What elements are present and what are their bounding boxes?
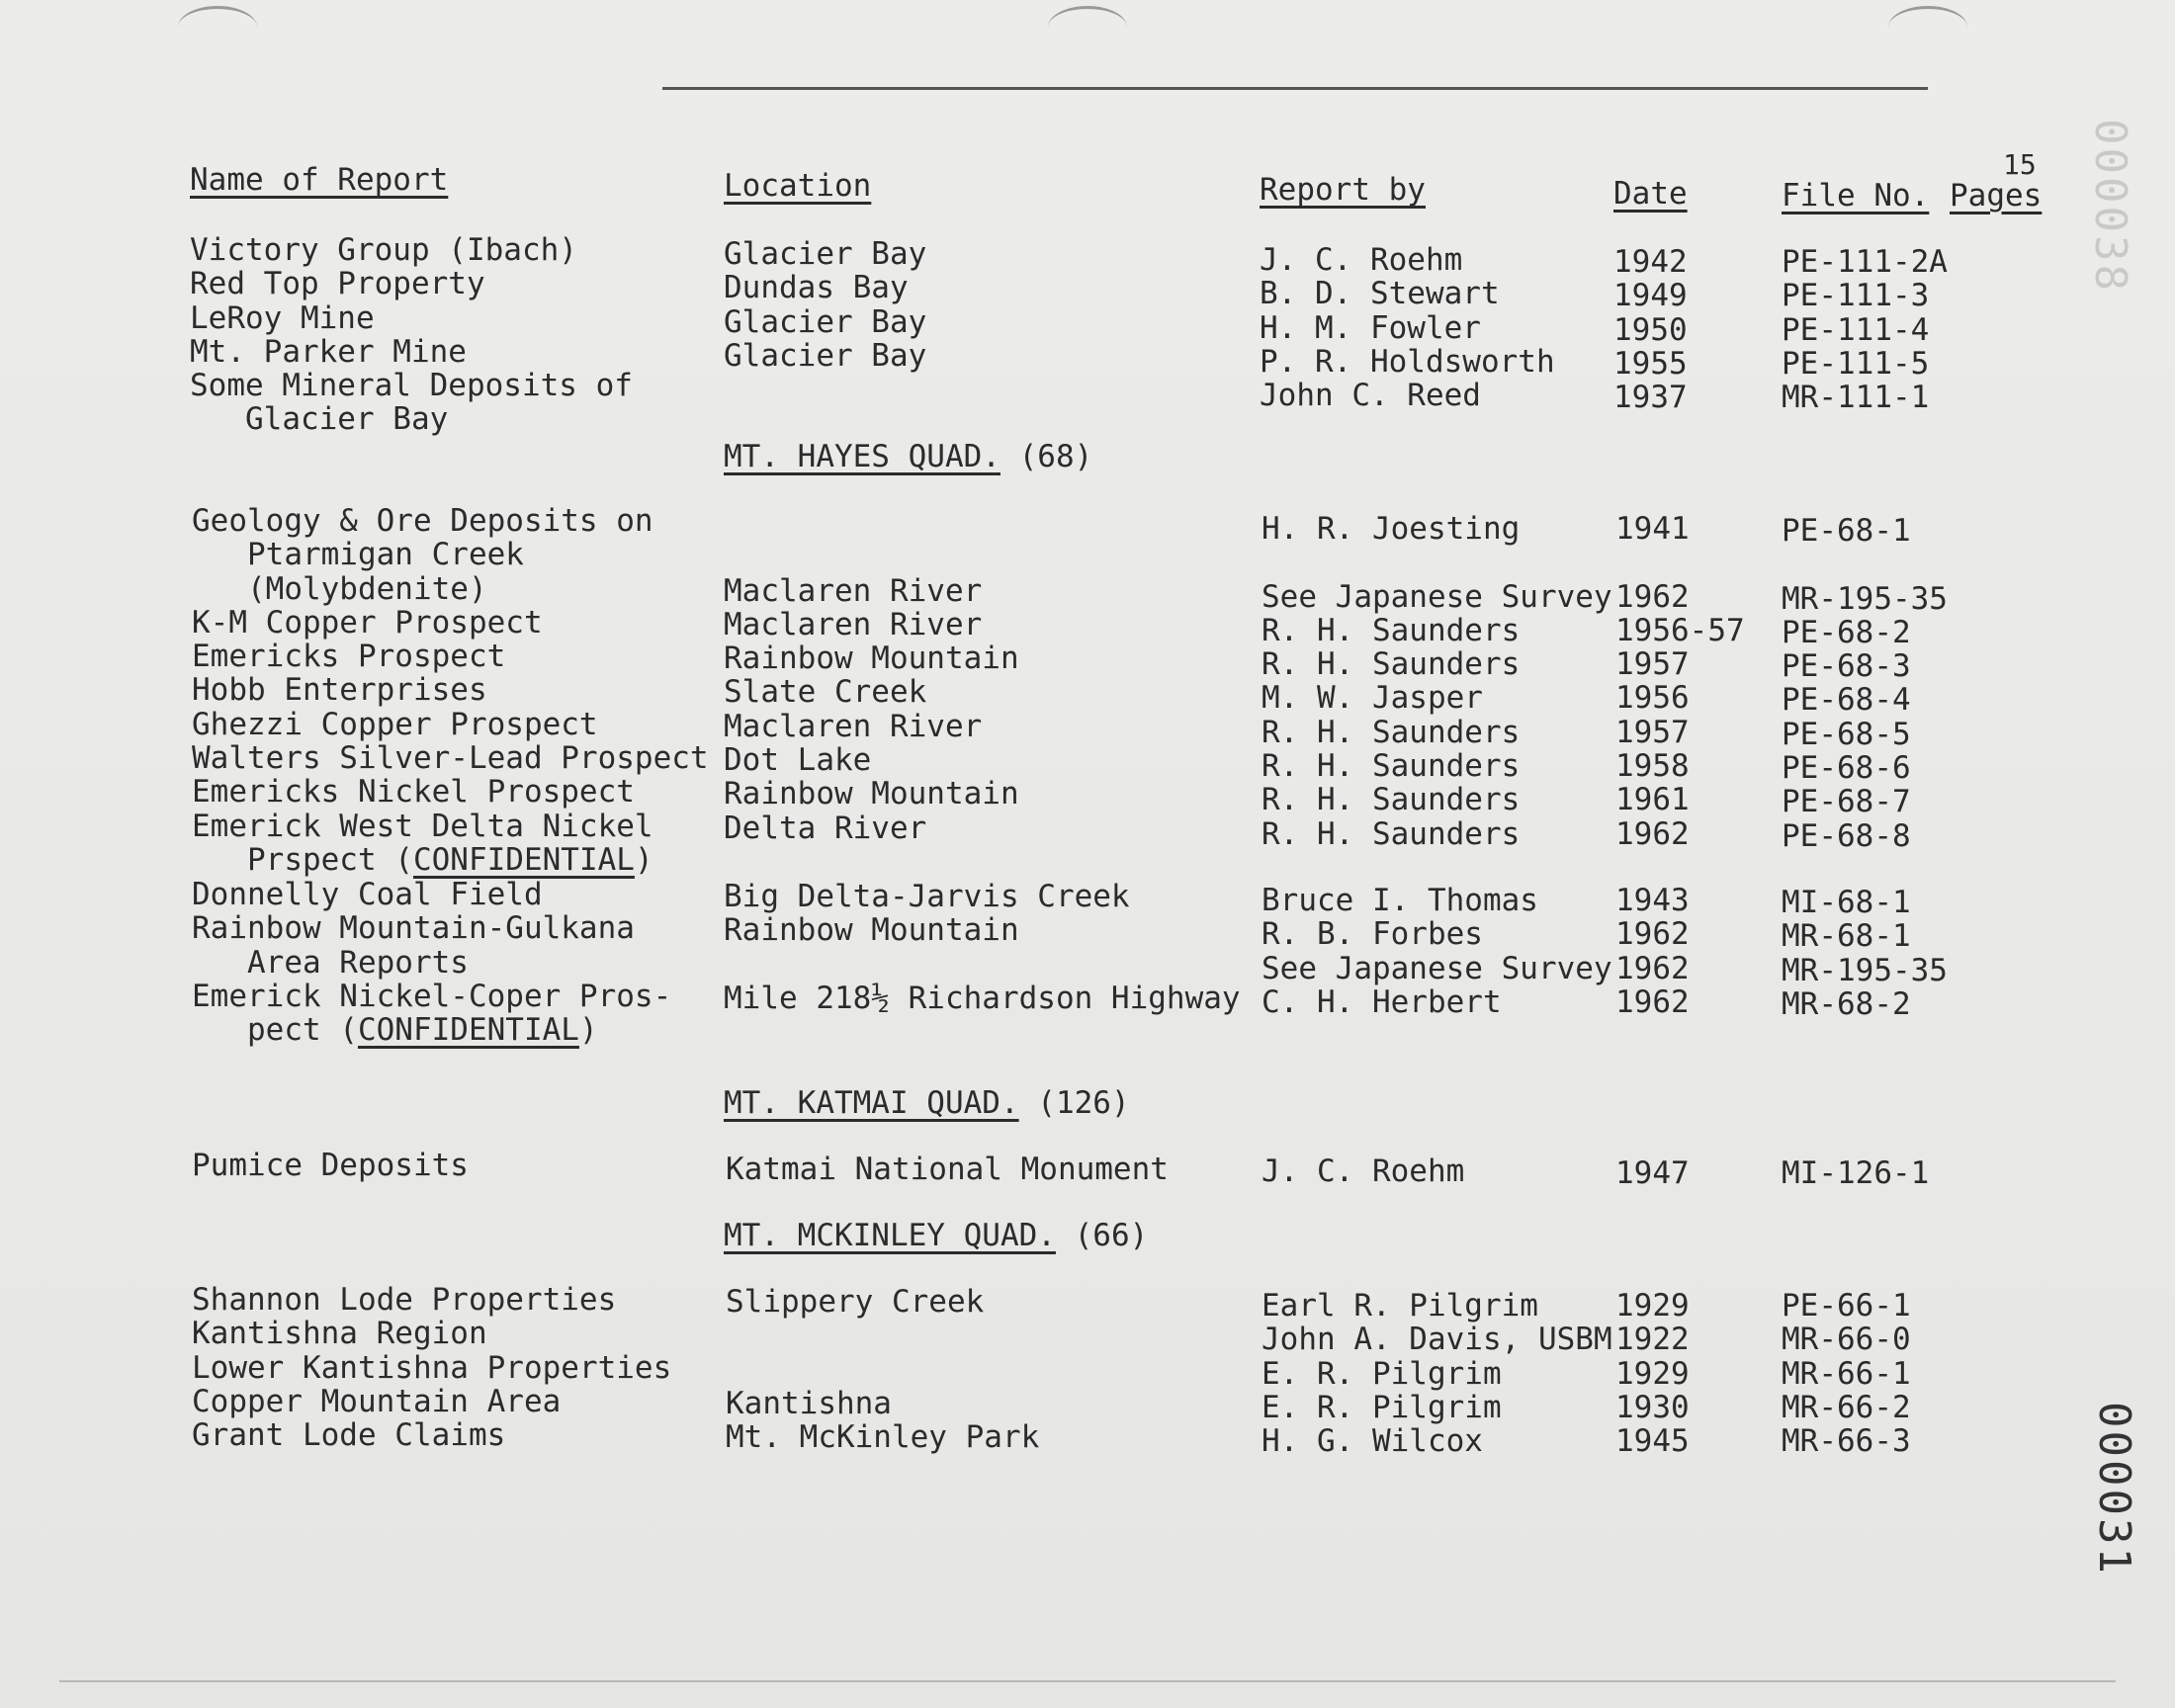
name-part: ) [634,842,653,878]
block1-locations-line: Slate Creek [724,674,927,711]
block1-locations-b-line: Rainbow Mountain [724,912,1019,949]
block3-dates-line: 1929 [1615,1355,1690,1392]
block1-report-by-b-line: See Japanese Survey [1262,950,1612,986]
block1-dates-b [1615,884,1690,1019]
block0-report-by-line: J. C. Roehm [1260,242,1463,278]
quad-name: MT. MCKINLEY QUAD. [724,1218,1056,1253]
block1-report-by-b-line: Bruce I. Thomas [1262,883,1538,918]
block2-report-by [1262,1154,1464,1188]
block3-report-by-line: E. R. Pilgrim [1262,1355,1502,1392]
block0-locations-line: Glacier Bay [724,236,927,272]
block1-files-line: MR-195-35 [1782,580,1948,617]
block3-report-by-line: John A. Davis, USBM [1262,1322,1612,1358]
block1-report-by-b-line: R. B. Forbes [1262,916,1483,953]
block0-report-by-line: P. R. Holdsworth [1260,343,1555,380]
block0-names-line: LeRoy Mine [190,299,375,336]
block0-report-by-line: H. M. Fowler [1260,309,1481,346]
block3-names-line: Lower Kantishna Properties [192,1349,672,1386]
block0-dates-line: 1950 [1613,311,1688,348]
block3-files-line: MR-66-2 [1782,1389,1911,1425]
header-file-no: File No. [1782,178,1930,214]
block1-dates-line: 1962 [1615,578,1690,615]
name-part: Prspect ( [192,842,413,878]
block1-names-b-line: Rainbow Mountain-Gulkana [192,910,635,947]
block1-files-b-line: MI-68-1 [1782,885,1911,920]
block1-names-line: Geology & Ore Deposits on [192,503,653,539]
block2-files [1782,1156,1929,1190]
quad-number: (126) [1037,1085,1130,1121]
confidential-label: CONFIDENTIAL [357,1012,579,1048]
side-stamp: 000031 [2089,1402,2139,1577]
block1-dates-line: 1962 [1615,815,1690,852]
block1-locations-line [724,540,1019,573]
block3-report-by-line: H. G. Wilcox [1262,1423,1483,1460]
block0-dates-line: 1937 [1613,380,1688,416]
block0-report-by-line: B. D. Stewart [1260,276,1500,312]
block0-report-by-line: John C. Reed [1260,378,1481,414]
block0-locations-line: Dundas Bay [724,270,909,306]
block0-names-line: Glacier Bay [190,401,449,438]
block1-names-b-line: Donnelly Coal Field [192,877,543,912]
block2-locations [726,1153,1169,1186]
block0-files-line: PE-111-4 [1782,311,1930,348]
block1-files-b-line: MR-195-35 [1782,952,1948,988]
block0-files-line: PE-111-5 [1782,345,1930,382]
block1-names [192,504,709,843]
block1-files-line: PE-68-5 [1782,716,1911,752]
block1-report-by-line: R. H. Saunders [1262,782,1521,818]
block1-dates-line: 1957 [1615,646,1690,683]
block0-files [1782,245,1948,414]
block1-files-b-line: MR-68-1 [1782,918,1911,955]
block1-names-b-line: Emerick Nickel-Coper Pros- [192,978,672,1014]
block1-locations-b [724,880,1241,1015]
block3-locations [726,1285,1039,1454]
block1-report-by-line: R. H. Saunders [1262,612,1521,648]
faint-side-stamp: 000038 [2085,119,2135,294]
block1-locations-line [724,506,1019,540]
block1-dates-line: 1957 [1615,714,1690,750]
block1-files-b [1782,886,1948,1021]
block2-names [192,1149,469,1182]
quad-name: MT. HAYES QUAD. [724,439,1000,474]
block3-files-line: MR-66-0 [1782,1322,1911,1358]
punch-hole [178,6,257,48]
block0-locations [724,237,926,373]
block1-report-by-b [1262,884,1612,1019]
block2-report-by-line: J. C. Roehm [1262,1153,1465,1189]
block1-names-line: Hobb Enterprises [192,672,487,709]
block0-dates-line: 1942 [1613,244,1688,280]
block1-files-line: PE-68-3 [1782,648,1911,685]
block0-files-line: MR-111-1 [1782,380,1930,416]
block1-dates-line: 1941 [1615,511,1690,547]
block1-locations-line: Delta River [724,810,927,846]
block0-locations-line: Glacier Bay [724,337,927,374]
block0-files-line: PE-111-3 [1782,278,1930,314]
block1-names-line: Ptarmigan Creek [192,537,524,573]
block1-locations-b-line: Mile 218½ Richardson Highway [724,980,1241,1016]
top-rule [662,87,1928,90]
block2-files-line: MI-126-1 [1782,1155,1930,1191]
block1-names-line: Emericks Prospect [192,639,506,675]
block1-report-by-line: R. H. Saunders [1262,714,1521,750]
block1-name-confidential [192,843,653,877]
block1-locations-line: Rainbow Mountain [724,776,1019,812]
block0-names-line: Some Mineral Deposits of [190,368,633,404]
quad-number: (66) [1074,1218,1149,1253]
block0-dates-line: 1955 [1613,345,1688,382]
block2-locations-line: Katmai National Monument [726,1152,1169,1187]
header-pages: Pages [1950,178,2043,214]
block1-dates-b-line: 1962 [1615,916,1690,953]
header-date: Date [1613,176,1688,212]
block1-files-line: PE-68-2 [1782,614,1911,650]
block1-files-line: PE-68-6 [1782,750,1911,787]
block0-names-line: Red Top Property [190,266,485,302]
block1-names-line: Emericks Nickel Prospect [192,774,635,811]
block3-names [192,1283,671,1452]
header-name: Name of Report [190,162,449,198]
quad-number: (68) [1018,439,1093,474]
block1-files-line: PE-68-7 [1782,784,1911,820]
block1-report-by-line: R. H. Saunders [1262,815,1521,852]
block1-report-by-b-line: C. H. Herbert [1262,983,1502,1020]
block1-names-line: Walters Silver-Lead Prospect [192,740,709,777]
block3-locations-line [726,1353,1039,1387]
block3-names-line: Grant Lode Claims [192,1417,506,1454]
block1-dates-line: 1958 [1615,748,1690,785]
block0-dates [1613,245,1688,414]
block1-files-line [1782,548,1948,581]
block1-locations-line: Rainbow Mountain [724,640,1019,677]
block3-files-line: PE-66-1 [1782,1288,1911,1324]
block3-names-line: Copper Mountain Area [192,1383,562,1419]
block3-locations-line: Mt. McKinley Park [726,1419,1040,1456]
block1-names-b [192,878,671,1013]
block3-dates [1615,1289,1690,1458]
block1-locations-line: Dot Lake [724,742,872,779]
block1-names-line: K-M Copper Prospect [192,604,543,640]
block1-dates [1615,512,1745,851]
block1-dates-line: 1956-57 [1615,612,1745,648]
block0-report-by [1260,243,1555,412]
block0-locations-line: Glacier Bay [724,303,927,340]
block3-files [1782,1289,1911,1458]
block1-report-by [1262,512,1612,851]
block1-report-by-line: R. H. Saunders [1262,646,1521,683]
quad-heading [724,1085,1130,1121]
block1-dates-line: 1961 [1615,782,1690,818]
block1-names-line: Ghezzi Copper Prospect [192,706,598,742]
block1-files-b-line: MR-68-2 [1782,985,1911,1022]
block1-report-by-line: H. R. Joesting [1262,511,1521,547]
block1-report-by-line [1262,546,1612,579]
confidential-label: CONFIDENTIAL [412,842,635,878]
block1-report-by-line: R. H. Saunders [1262,748,1521,785]
block3-locations-line: Kantishna [726,1385,892,1421]
block3-locations-line: Slippery Creek [726,1284,985,1320]
block3-dates-line: 1922 [1615,1322,1690,1358]
block1-name-confidential-2 [192,1013,598,1047]
block1-files [1782,514,1948,853]
block3-report-by-line: E. R. Pilgrim [1262,1389,1502,1425]
quad-heading [724,1218,1148,1253]
block0-names [190,233,633,437]
block1-names-b-line: Area Reports [192,944,469,981]
header-report-by: Report by [1260,172,1426,208]
quad-name: MT. KATMAI QUAD. [724,1085,1019,1121]
block2-dates-line: 1947 [1615,1155,1690,1191]
block1-locations-b-line: Big Delta-Jarvis Creek [724,879,1130,914]
block3-locations-line [726,1319,1039,1352]
page-number: 15 [2003,148,2037,181]
block3-files-line: MR-66-1 [1782,1355,1911,1392]
block0-names-line: Victory Group (Ibach) [190,232,577,268]
block2-names-line: Pumice Deposits [192,1148,469,1183]
block1-report-by-line: M. W. Jasper [1262,680,1483,717]
block2-dates [1615,1156,1690,1190]
block3-dates-line: 1930 [1615,1389,1690,1425]
block3-files-line: MR-66-3 [1782,1423,1911,1460]
name-part: pect ( [192,1012,358,1048]
block1-locations-b-line [724,948,1241,982]
block3-report-by-line: Earl R. Pilgrim [1262,1288,1538,1324]
block0-names-line: Mt. Parker Mine [190,333,467,370]
block1-dates-b-line: 1943 [1615,883,1690,918]
block1-locations-line: Maclaren River [724,606,983,642]
block1-files-line: PE-68-1 [1782,513,1911,549]
block0-files-line: PE-111-2A [1782,244,1948,280]
block1-files-line: PE-68-4 [1782,682,1911,719]
block1-dates-line [1615,546,1745,579]
punch-hole [1888,6,1967,48]
block1-dates-b-line: 1962 [1615,983,1690,1020]
name-part: ) [578,1012,598,1048]
block3-dates-line: 1945 [1615,1423,1690,1460]
block1-files-line: PE-68-8 [1782,817,1911,854]
block3-dates-line: 1929 [1615,1288,1690,1324]
punch-hole [1048,6,1127,48]
bottom-edge [59,1680,2116,1682]
block3-names-line: Kantishna Region [192,1316,487,1352]
block0-dates-line: 1949 [1613,278,1688,314]
block3-names-line: Shannon Lode Properties [192,1282,617,1318]
quad-heading [724,439,1092,474]
block1-locations-line: Maclaren River [724,572,983,609]
block1-locations [724,506,1019,845]
block1-report-by-line: See Japanese Survey [1262,578,1612,615]
block1-locations-line: Maclaren River [724,708,983,744]
header-location: Location [724,168,872,204]
block1-names-line: (Molybdenite) [192,570,487,607]
block3-report-by [1262,1289,1612,1458]
block1-dates-line: 1956 [1615,680,1690,717]
block1-names-line: Emerick West Delta Nickel [192,808,653,844]
block1-dates-b-line: 1962 [1615,950,1690,986]
